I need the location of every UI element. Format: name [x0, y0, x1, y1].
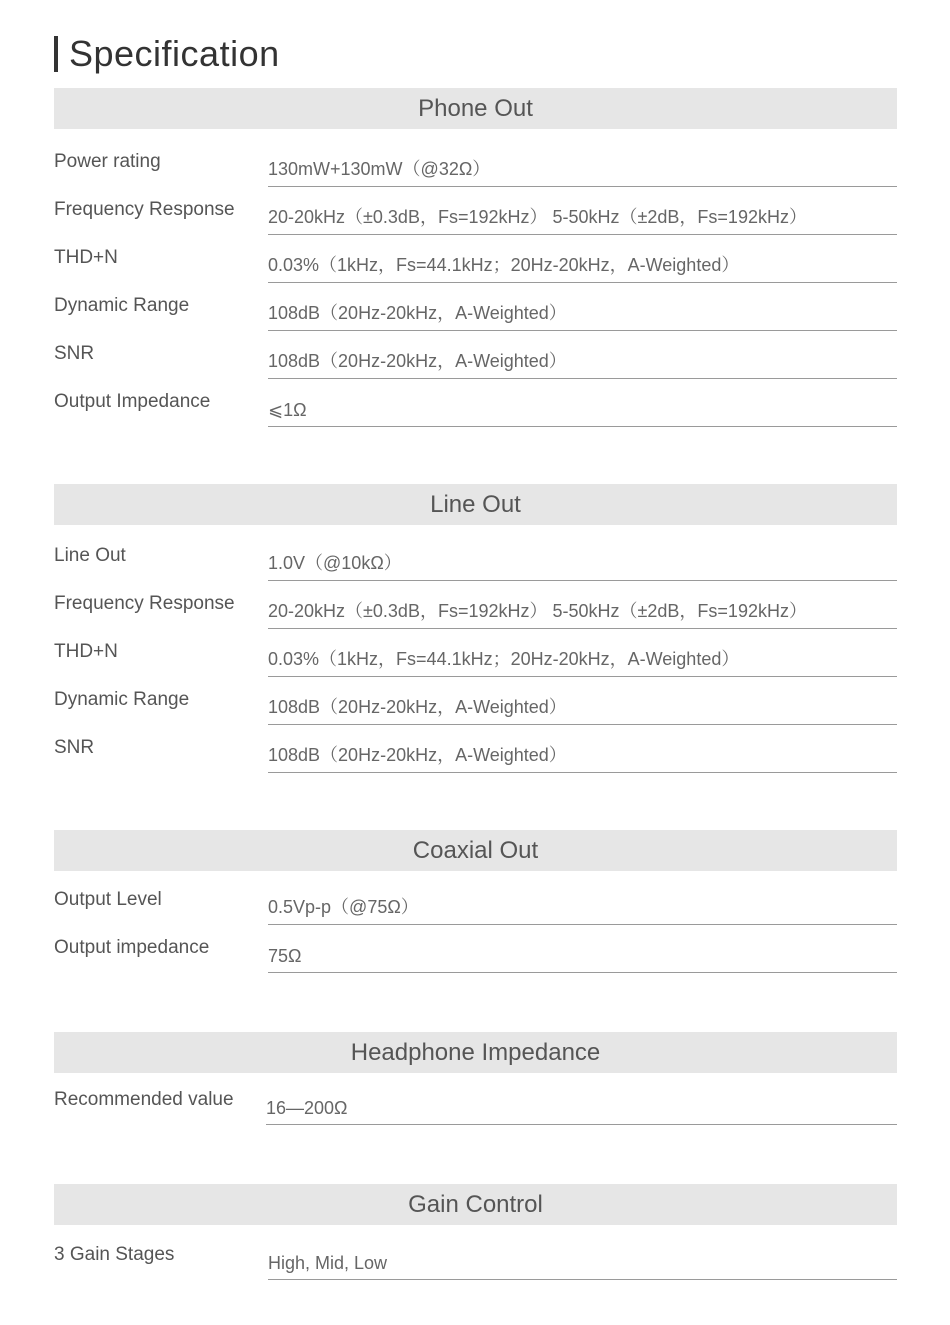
section-header: Gain Control: [54, 1184, 897, 1225]
spec-label: THD+N: [54, 247, 118, 268]
spec-value: 75Ω: [268, 946, 302, 966]
spec-row: [54, 331, 897, 379]
spec-value: 0.03%（1kHz，Fs=44.1kHz；20Hz-20kHz，A-Weighted）: [268, 255, 740, 275]
page-title-block: [54, 32, 280, 76]
spec-value-cell: [268, 888, 897, 925]
spec-value-cell: [268, 1243, 897, 1280]
spec-label: Output Impedance: [54, 391, 211, 412]
spec-label: Dynamic Range: [54, 689, 190, 710]
page-title: Specification: [69, 33, 280, 74]
section-coaxial-out: [54, 830, 897, 973]
spec-label: Line Out: [54, 545, 126, 566]
spec-label: Output impedance: [54, 937, 210, 958]
spec-value: 0.5Vp-p（@75Ω）: [268, 897, 419, 917]
spec-row: [54, 629, 897, 677]
spec-row: [54, 1077, 897, 1125]
spec-value: 130mW+130mW（@32Ω）: [268, 159, 491, 179]
spec-row: [54, 877, 897, 925]
spec-value: 1.0V（@10kΩ）: [268, 553, 402, 573]
spec-label: SNR: [54, 343, 95, 364]
spec-value-cell: [268, 592, 897, 629]
spec-value-cell: [268, 936, 897, 973]
spec-row: [54, 725, 897, 773]
spec-value-cell: [268, 390, 897, 427]
section-header: Coaxial Out: [54, 830, 897, 871]
spec-row: [54, 925, 897, 973]
spec-value: 108dB（20Hz-20kHz，A-Weighted）: [268, 697, 567, 717]
spec-label: SNR: [54, 737, 95, 758]
section-header: Line Out: [54, 484, 897, 525]
spec-value-cell: [268, 688, 897, 725]
section-line-out: [54, 484, 897, 773]
spec-label: Power rating: [54, 151, 161, 172]
spec-row: [54, 1232, 897, 1280]
spec-value-cell: [268, 150, 897, 187]
spec-label: 3 Gain Stages: [54, 1244, 175, 1265]
section-headphone-impedance: [54, 1032, 897, 1125]
spec-row: [54, 139, 897, 187]
section-phone-out: [54, 88, 897, 427]
spec-label: Dynamic Range: [54, 295, 190, 316]
spec-value: 20-20kHz（±0.3dB，Fs=192kHz） 5-50kHz（±2dB，Fs=192kHz）: [268, 601, 807, 621]
spec-row: [54, 581, 897, 629]
spec-value-cell: [268, 736, 897, 773]
spec-value-cell: [268, 544, 897, 581]
spec-row: [54, 379, 897, 427]
spec-value: 108dB（20Hz-20kHz，A-Weighted）: [268, 303, 567, 323]
spec-value: 108dB（20Hz-20kHz，A-Weighted）: [268, 745, 567, 765]
spec-value-cell: [268, 640, 897, 677]
spec-label: Recommended value: [54, 1089, 234, 1110]
spec-label: THD+N: [54, 641, 118, 662]
section-gain-control: [54, 1184, 897, 1280]
spec-label: Output Level: [54, 889, 162, 910]
section-header: Phone Out: [54, 88, 897, 129]
spec-row: [54, 283, 897, 331]
spec-value: ⩽1Ω: [268, 400, 307, 420]
spec-row: [54, 533, 897, 581]
spec-row: [54, 187, 897, 235]
spec-value-cell: [268, 342, 897, 379]
spec-value: High, Mid, Low: [268, 1253, 388, 1273]
spec-value-cell: [268, 198, 897, 235]
spec-value: 0.03%（1kHz，Fs=44.1kHz；20Hz-20kHz，A-Weighted）: [268, 649, 740, 669]
spec-value: 16—200Ω: [266, 1098, 348, 1118]
section-header: Headphone Impedance: [54, 1032, 897, 1073]
spec-row: [54, 235, 897, 283]
spec-value: 108dB（20Hz-20kHz，A-Weighted）: [268, 351, 567, 371]
spec-value: 20-20kHz（±0.3dB，Fs=192kHz） 5-50kHz（±2dB，Fs=192kHz）: [268, 207, 807, 227]
spec-value-cell: [268, 294, 897, 331]
spec-value-cell: [268, 246, 897, 283]
spec-row: [54, 677, 897, 725]
spec-label: Frequency Response: [54, 593, 235, 614]
spec-label: Frequency Response: [54, 199, 235, 220]
title-accent-bar: [54, 36, 58, 72]
spec-value-cell: [266, 1088, 897, 1125]
